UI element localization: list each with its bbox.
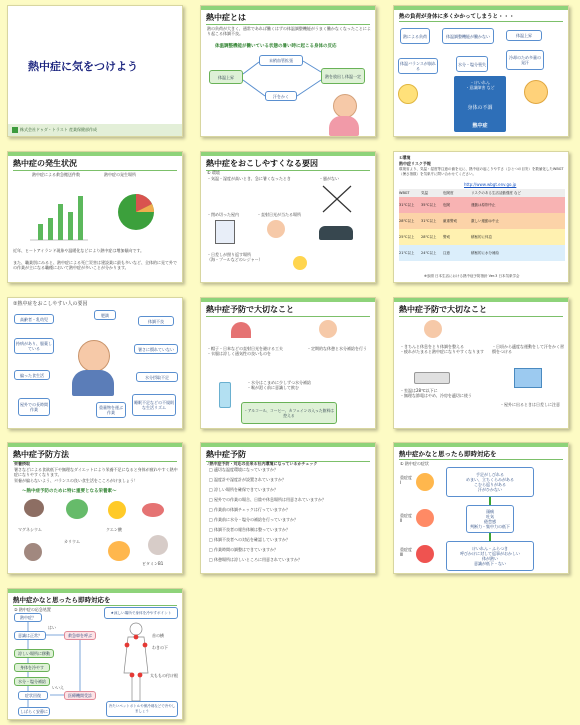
slide-11-checklist[interactable]: [200, 442, 376, 574]
table-row: 21℃以上 24℃以上 注意 積極的に水分補給: [399, 245, 565, 261]
heatstroke-label: 熱中症: [472, 123, 488, 129]
step-consciousness: 意識は正常？: [14, 631, 46, 640]
parasol-icon: [231, 322, 251, 338]
tip-rest: ・きちんと休息をとり体調を整える ・疲れがたまると熱中症になりやすくなります: [400, 344, 484, 355]
factor-temp: ・気温・湿度が高いとき、急に暑くなったとき: [207, 176, 291, 181]
tired-person-icon: [78, 340, 110, 372]
th-temp: 気温: [421, 190, 428, 195]
water-bottle-icon: [219, 382, 231, 408]
person-body-icon: [72, 370, 114, 396]
slide-12-symptoms[interactable]: [393, 442, 569, 574]
slide-10-nutrition[interactable]: [7, 442, 183, 574]
table-row: 28℃以上 31℃以上 厳重警戒 激しい運動は中止: [399, 213, 565, 229]
step-call-ambulance: 救急車を呼ぶ: [64, 631, 96, 640]
slide-title: 熱中症の発生状況: [13, 158, 177, 171]
nutrition-para-2: 栄養が偏らないよう、バランスの良い食生活をこころがけましょう！: [14, 478, 138, 483]
person-icon: [333, 94, 357, 118]
flow-sweating: 冷却のため多量の発汗: [506, 50, 544, 70]
sun-icon: [398, 84, 418, 104]
th-level: 危険度: [443, 190, 454, 195]
tip-exercise: ・日頃から適度な運動をして汗をかく習慣をつける: [492, 344, 564, 355]
wbgt-paragraph: 環境省より、気温・湿度等注意の値を元に、熱中症の起こりやすさ（ひとつの目安）を数値化したWBGT（暑さ指数）を気象庁に問い合わせてください。: [399, 167, 564, 176]
check-item[interactable]: □ 休憩場所は涼しいところに用意されていますか？: [209, 557, 303, 562]
sun-icon: [293, 256, 307, 270]
slide-bar: [201, 298, 375, 302]
step-hydrate: 水分・塩分補給: [14, 677, 50, 686]
chart1-caption: 熱中症による救急搬送件数: [32, 172, 80, 177]
slide-5-factors[interactable]: [200, 151, 376, 283]
factor-diet: 偏った食生活: [14, 370, 50, 380]
slide-title: 熱中症かなと思ったら即時対応を: [13, 595, 177, 606]
tip-avoid-caffeine: ・アルコール、コーヒー、カフェインの入った飲料は控える: [241, 402, 337, 424]
point-armpit: わきの下: [152, 645, 168, 650]
flow-arrows: [394, 443, 569, 574]
no-wind-cross: [201, 152, 376, 283]
nutrient-citric-acid: クエン酸: [106, 527, 122, 532]
slide-8-prevention-a[interactable]: [200, 297, 376, 429]
lead-text: 熱の負荷が大きく、通常であれば働くはずの体温調整機能がうまく働かなくなったことにより起こる体調不良。: [207, 26, 371, 37]
fruit-icon: [108, 541, 130, 561]
severity-3-label: 重症度Ⅲ: [400, 547, 412, 558]
factor-no-wind: ・風がない: [319, 176, 339, 181]
nutrient-vitamin-b1: ビタミンB1: [142, 561, 164, 566]
check-item[interactable]: □ 適切な温度環境になっていますか？: [209, 467, 279, 472]
slide-6-wbgt[interactable]: [393, 151, 569, 283]
slide-title: 熱中症予防: [206, 449, 370, 462]
nutrient-potassium: カリウム: [64, 539, 80, 544]
slide-bar: [8, 443, 182, 447]
step-heatstroke: 熱中症？: [14, 613, 42, 622]
slide-bar: [201, 443, 375, 447]
checklist-heading: ♪熱中症予防・対応の出来る社内環境になっているかチェック: [207, 461, 318, 466]
worker-icon: [267, 220, 285, 238]
tip-sunshade: ・帽子・日傘などの直射日光を避ける工夫 ・衣服は涼しく通気性の良いものを: [207, 346, 283, 357]
check-item[interactable]: □ 体調不良者の報告体制は整っていますか？: [209, 527, 291, 532]
slide-title: 熱中症とは: [206, 12, 370, 25]
slide-bar: [394, 298, 568, 302]
slide-title: 熱中症予防方法: [13, 449, 177, 462]
vegetable-icon: [66, 499, 88, 519]
wbgt-table: [399, 189, 565, 261]
slide-title: ①環境: [399, 155, 411, 160]
severity-2-label: 重症度Ⅱ: [400, 513, 412, 524]
table-note: ※参照 日本生活における熱中症予防指針 Ver.3 日本気象学会: [424, 274, 520, 278]
point-thigh: 太ももの付け根: [150, 673, 178, 678]
table-row: 25℃以上 28℃以上 警戒 積極的に休息: [399, 229, 565, 245]
step-rest: しばらく安静に: [20, 709, 48, 714]
slide-9-prevention-b[interactable]: [393, 297, 569, 429]
factor-sleep: 睡眠不足などの不規則な生活リズム: [132, 394, 176, 416]
pork-icon: [148, 535, 168, 555]
factor-not-acclimated: 暑さに慣れていない: [134, 344, 178, 354]
symptoms-level-2: 頭痛 吐気 倦怠感 判断力・集中力の低下: [466, 505, 514, 533]
answer-yes: はい: [48, 625, 56, 630]
thermometer-screen-icon: [514, 368, 542, 388]
nutrition-heading: 栄養摂取: [14, 461, 30, 466]
check-item[interactable]: □ 屋外での作業の場合、日陰や休息場所は用意されていますか？: [209, 497, 327, 502]
cooling-points-heading: ★涼しい場所で身体を冷やすポイント: [104, 607, 178, 619]
factor-illness: 体調不良: [138, 316, 174, 326]
company-name: 株式会社ドゥダ・トラスト 産業保健部作成: [20, 127, 98, 132]
sleeping-person-icon: [424, 320, 442, 338]
factor-outdoor-work: 屋外での長時間作業: [18, 398, 50, 416]
symptoms-level-3: けいれん・ふらつき 呼びかけに対して返事がおかしい 体が熱い 意識が低下・ない: [446, 541, 534, 571]
flow-heat-release: 熱を放出し体温一定: [321, 68, 365, 84]
forecast-heading: 熱中症リスク予報: [399, 161, 431, 166]
worker-icon: [319, 320, 337, 338]
slide-1-title[interactable]: [7, 5, 183, 137]
tip-outdoor: ・屋外に出るときは日差しに注意: [500, 402, 560, 407]
slide-3-heat-load[interactable]: [393, 5, 569, 137]
slide-title: 熱中症予防で大切なこと: [206, 304, 370, 317]
slide-title: 熱中症予防で大切なこと: [399, 304, 563, 317]
nutrient-banner: 〜熱中症予防のために特に重要となる栄養素〜: [22, 489, 117, 494]
step-hospital: 医療機関受診: [64, 691, 96, 700]
slide-title: 熱中症かなと思ったら即時対応を: [399, 449, 563, 460]
car-icon: [319, 226, 353, 240]
factor-medication: 持病があり、服薬している: [14, 338, 54, 354]
check-item[interactable]: □ 作業時間の調整はできていますか？: [209, 547, 279, 552]
factor-sunlight: ・直射日光が当たる場所: [257, 212, 301, 217]
factor-water-shortage: 水分摂取不足: [136, 372, 178, 382]
nuts-icon: [24, 499, 44, 517]
check-item[interactable]: □ 作業前の体調チェックは行っていますか？: [209, 507, 290, 512]
wbgt-link[interactable]: http://www.wbgt.env.go.jp: [464, 182, 517, 187]
flow-balance-broken: 体温バランスが崩れる: [398, 58, 438, 74]
table-row: 31℃以上 35℃以上 危険 運動は原則中止: [399, 197, 565, 213]
severity-1-label: 重症度Ⅰ: [400, 475, 412, 486]
flow-water-loss: 水分・塩分喪失: [456, 56, 488, 72]
symptoms-heading: ① 熱中症の症状: [400, 461, 429, 466]
flow-sweat: 汗をかく: [265, 91, 297, 101]
th-activity: リスクのある生活活動強度 など: [471, 190, 522, 195]
cooling-note: 冷たいペットボトルや保冷剤などで冷やしましょう: [106, 701, 178, 717]
flow-temp-rise: 体温上昇: [506, 30, 542, 41]
nutrition-para-1: 暑さなどによる食欲低下や無理なダイエットにより栄養不足になると身体が疲れやすく熱中症になりやすくなります。: [14, 467, 178, 478]
flow-heat-load: 熱による負荷: [400, 28, 430, 44]
slide-title: 熱中症をおこしやすくなる要因: [206, 158, 370, 171]
para-1: 近年、ヒートアイランド現象や温暖化などにより熱中症は増加傾向です。: [13, 248, 145, 253]
check-item[interactable]: □ 涼しい場所を確保できていますか？: [209, 487, 279, 492]
step-move-cool: 涼しい場所に移動: [14, 649, 54, 658]
flow-temp-rise: 体温上昇: [209, 70, 243, 84]
factor-heavy-lifting: 重量物を運ぶ作業: [96, 402, 126, 418]
body-trouble-label: 身体の不調: [467, 105, 493, 111]
factor-obesity: 肥満: [94, 310, 116, 320]
point-neck: 首の横: [152, 633, 164, 638]
env-heading: ① 環境: [207, 170, 220, 175]
para-2: また、職業別にみると、熱中症による死亡災害は建設業に最も多いなど、全体的に見て外での作業が主になる職種において熱中症が多いことが分かります。: [13, 260, 177, 271]
sweating-person-icon: [524, 80, 548, 104]
beans-icon: [24, 543, 42, 561]
answer-no: いいえ: [52, 685, 64, 690]
meat-icon: [142, 503, 164, 517]
step-recovery: 症状回復: [18, 691, 48, 700]
step-cool-body: 身体を冷やす: [14, 663, 50, 672]
air-conditioner-icon: [414, 372, 450, 384]
th-wbgt: WBGT: [399, 191, 410, 195]
sub-banner: 体温調整機能が働いている状態の暑い時に起こる身体の反応: [215, 44, 337, 49]
window-icon: [215, 220, 235, 244]
tip-hydration: ・水分はこまめに少しずつ水分補給 ・喉が渇く前に意識して飲む: [247, 380, 311, 391]
person-body-icon: [329, 116, 359, 136]
factor-closed-room: ・閉め切った屋内: [207, 212, 239, 217]
slide-4-occurrence[interactable]: [7, 151, 183, 283]
slide-2-what-is[interactable]: [200, 5, 376, 137]
tip-rest: ・定期的な休憩と水分補給を行う: [307, 346, 367, 351]
company-logo-icon: [12, 127, 18, 133]
factor-reflection: ・日差しが照り返す場所 （海・プールなどのレジャー）: [207, 252, 263, 263]
tip-room-temp: ・室温は28℃以下に ・無理な節電はやめ、冷房を適切に使う: [400, 388, 472, 399]
flow-vasodilation: 末梢血管拡張: [259, 55, 303, 66]
slide-title: 熱の負荷が身体に多くかかってしまうと・・・: [399, 12, 563, 22]
symptom-text: ・けいれん ・意識障害 など: [465, 80, 495, 90]
check-item[interactable]: □ 温度計や湿度計が設置されていますか？: [209, 477, 287, 482]
title-heading: 熱中症に気をつけよう: [28, 60, 138, 73]
nutrient-magnesium: マグネシウム: [18, 527, 42, 532]
slide-title: ②熱中症をおこしやすい人の要因: [13, 301, 88, 307]
check-item[interactable]: □ 作業前に水分・塩分の補給を行っていますか？: [209, 517, 299, 522]
chart2-caption: 熱中症の発生場所: [104, 172, 136, 177]
slide-7-person-factors[interactable]: [7, 297, 183, 429]
lemon-icon: [108, 501, 126, 519]
first-aid-heading: ② 熱中症の応急処置: [14, 607, 51, 612]
check-item[interactable]: □ 体調不良者への対応を確認していますか？: [209, 537, 291, 542]
slide-13-first-aid[interactable]: [7, 588, 183, 720]
flow-regulation-fails: 体温調整機能が働かない: [442, 28, 494, 44]
slide-bar: [394, 6, 568, 10]
factor-age: 高齢者・乳幼児: [14, 314, 54, 324]
symptoms-level-1: 手足がしびれる めまい、立ちくらみがある こむら返りがある 汗がひかない: [446, 467, 534, 497]
